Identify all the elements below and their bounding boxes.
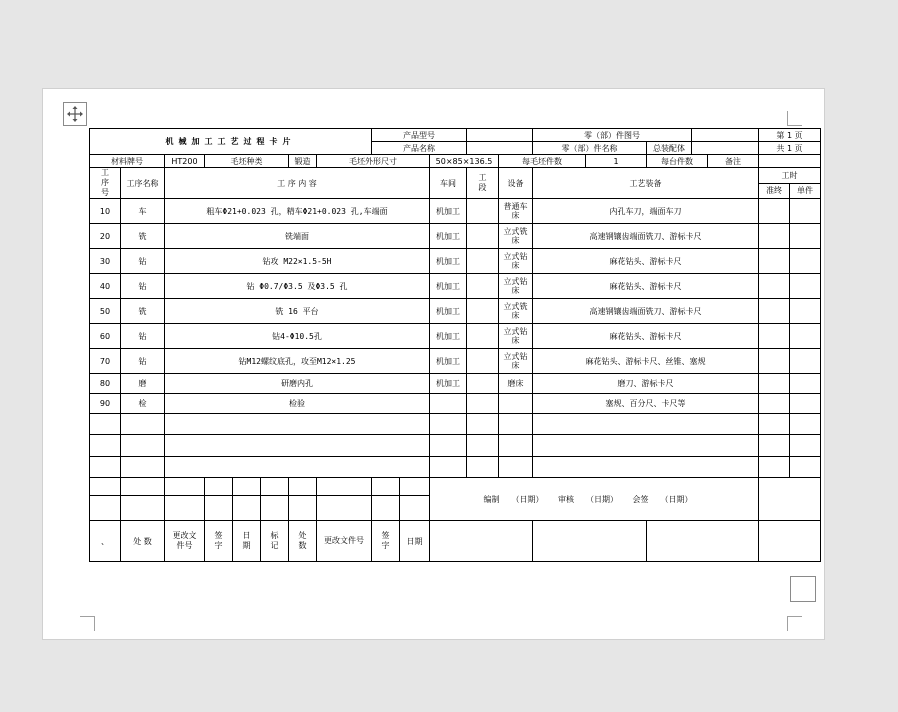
op-tooling[interactable]: 塞规、百分尺、卡尺等 (533, 394, 759, 414)
table-cell[interactable] (372, 496, 400, 521)
part-drawing-no-label: 零（部）件图号 (533, 129, 692, 142)
per-blank-label: 每毛坯件数 (499, 155, 586, 168)
op-workshop[interactable]: 机加工 (430, 299, 467, 324)
table-cell[interactable] (90, 478, 121, 496)
op-equipment[interactable] (499, 394, 533, 414)
op-name[interactable]: 钻 (121, 324, 165, 349)
op-section[interactable] (467, 274, 499, 299)
col-time-unit: 单件 (790, 183, 821, 199)
op-workshop[interactable]: 机加工 (430, 224, 467, 249)
col-tooling: 工艺装备 (533, 168, 759, 199)
blank-size-label: 毛坯外形尺寸 (317, 155, 430, 168)
page-label: 第 1 页 (759, 129, 821, 142)
operation-row (90, 349, 821, 374)
op-equipment[interactable]: 立式钻床 (499, 349, 533, 374)
op-workshop[interactable]: 机加工 (430, 199, 467, 224)
rev-doc-no-label: 更改文件号 (165, 521, 205, 562)
table-row (90, 414, 821, 435)
op-time-prep[interactable] (759, 274, 790, 299)
blank-type-value[interactable]: 锻造 (289, 155, 317, 168)
table-cell[interactable] (467, 435, 499, 457)
table-cell[interactable] (759, 521, 821, 562)
table-cell[interactable] (467, 457, 499, 478)
table-cell[interactable] (317, 478, 372, 496)
table-cell[interactable] (121, 478, 165, 496)
op-content[interactable]: 检验 (165, 394, 430, 414)
table-cell[interactable] (372, 478, 400, 496)
table-cell[interactable] (233, 496, 261, 521)
table-cell[interactable] (317, 496, 372, 521)
op-content[interactable]: 粗车Φ21+0.023 孔，精车Φ21+0.023 孔,车端面 (165, 199, 430, 224)
col-op-name: 工序名称 (121, 168, 165, 199)
op-equipment[interactable]: 立式铣床 (499, 224, 533, 249)
revision-row (90, 478, 821, 496)
operation-row (90, 394, 821, 414)
crop-mark-bottom-left (80, 616, 95, 631)
operation-row (90, 374, 821, 394)
op-time-unit[interactable] (790, 274, 821, 299)
op-content[interactable]: 铣端面 (165, 224, 430, 249)
op-time-prep[interactable] (759, 394, 790, 414)
col-time: 工时 (759, 168, 821, 184)
table-resize-handle[interactable] (790, 576, 816, 602)
rev-doc-no2-label: 更改文件号 (317, 521, 372, 562)
col-section: 工段 (467, 168, 499, 199)
op-time-unit[interactable] (790, 299, 821, 324)
op-section[interactable] (467, 349, 499, 374)
op-section[interactable] (467, 324, 499, 349)
op-time-prep[interactable] (759, 374, 790, 394)
op-time-prep[interactable] (759, 199, 790, 224)
table-cell[interactable] (205, 478, 233, 496)
table-cell[interactable] (165, 478, 205, 496)
per-blank-value[interactable]: 1 (586, 155, 647, 168)
per-unit-label: 每台件数 (647, 155, 708, 168)
table-cell[interactable] (499, 414, 533, 435)
op-tooling[interactable]: 麻花钻头、游标卡尺 (533, 324, 759, 349)
op-content[interactable]: 钻4-Φ10.5孔 (165, 324, 430, 349)
table-cell[interactable] (121, 435, 165, 457)
table-cell[interactable] (261, 496, 289, 521)
table-cell[interactable] (430, 435, 467, 457)
op-name[interactable]: 车 (121, 199, 165, 224)
op-workshop[interactable]: 机加工 (430, 249, 467, 274)
op-content[interactable]: 钻攻 M22×1.5-5H (165, 249, 430, 274)
op-section[interactable] (467, 249, 499, 274)
op-time-unit[interactable] (790, 394, 821, 414)
remarks-label: 备注 (708, 155, 759, 168)
op-section[interactable] (467, 299, 499, 324)
operations-body (90, 199, 821, 414)
table-cell[interactable] (430, 414, 467, 435)
crop-mark-top-right (787, 111, 802, 126)
revision-label-row (90, 521, 821, 562)
table-cell[interactable] (205, 496, 233, 521)
op-tooling[interactable]: 高速钢镶齿端面铣刀、游标卡尺 (533, 224, 759, 249)
op-time-prep[interactable] (759, 249, 790, 274)
op-content[interactable]: 研磨内孔 (165, 374, 430, 394)
compile-sign-cell[interactable] (430, 521, 533, 562)
review-sign-cell[interactable] (533, 521, 647, 562)
op-workshop[interactable] (430, 394, 467, 414)
op-content[interactable]: 铣 16 平台 (165, 299, 430, 324)
product-model-value[interactable] (467, 129, 533, 142)
product-model-label: 产品型号 (372, 129, 467, 142)
table-cell[interactable] (90, 414, 121, 435)
table-cell[interactable] (759, 435, 790, 457)
card-title: 机械加工工艺过程卡片 (90, 129, 372, 155)
product-name-label: 产品名称 (372, 142, 467, 155)
table-cell[interactable] (790, 414, 821, 435)
remarks-value[interactable] (759, 155, 821, 168)
table-cell[interactable] (121, 496, 165, 521)
table-cell[interactable] (790, 457, 821, 478)
col-op-content: 工 序 内 容 (165, 168, 430, 199)
op-equipment[interactable]: 立式钻床 (499, 249, 533, 274)
table-cell[interactable] (90, 457, 121, 478)
op-number[interactable]: 30 (90, 249, 121, 274)
table-cell[interactable] (467, 414, 499, 435)
col-op-no: 工序号 (90, 168, 121, 199)
table-cell[interactable] (790, 435, 821, 457)
blank-type-label: 毛坯种类 (205, 155, 289, 168)
table-cell[interactable] (90, 496, 121, 521)
op-number[interactable]: 20 (90, 224, 121, 249)
operation-row (90, 299, 821, 324)
op-time-unit[interactable] (790, 324, 821, 349)
rev-sign-label: 签字 (205, 521, 233, 562)
table-cell[interactable] (289, 478, 317, 496)
table-cell[interactable] (759, 478, 821, 521)
op-time-unit[interactable] (790, 349, 821, 374)
table-cell[interactable] (165, 457, 430, 478)
total-assembly-label: 总装配体 (647, 142, 692, 155)
move-arrows-icon (66, 105, 84, 123)
product-name-value[interactable] (467, 142, 533, 155)
operation-row (90, 324, 821, 349)
table-cell[interactable] (533, 435, 759, 457)
total-pages-label: 共 1 页 (759, 142, 821, 155)
rev-mark2-label: 标记 (261, 521, 289, 562)
op-time-prep[interactable] (759, 324, 790, 349)
table-cell[interactable] (499, 457, 533, 478)
material-label: 材料牌号 (90, 155, 165, 168)
table-cell[interactable] (499, 435, 533, 457)
op-time-prep[interactable] (759, 349, 790, 374)
col-equipment: 设备 (499, 168, 533, 199)
op-name[interactable]: 钻 (121, 349, 165, 374)
rev-date-label: 日期 (233, 521, 261, 562)
table-cell[interactable] (165, 435, 430, 457)
op-number[interactable]: 80 (90, 374, 121, 394)
op-name[interactable]: 铣 (121, 224, 165, 249)
table-cell[interactable] (289, 496, 317, 521)
table-cell[interactable] (233, 478, 261, 496)
crop-mark-bottom-right (787, 616, 802, 631)
col-time-prep: 准终 (759, 183, 790, 199)
op-workshop[interactable]: 机加工 (430, 374, 467, 394)
op-number[interactable]: 10 (90, 199, 121, 224)
table-cell[interactable] (430, 457, 467, 478)
op-workshop[interactable]: 机加工 (430, 274, 467, 299)
table-row (90, 435, 821, 457)
op-name[interactable]: 铣 (121, 299, 165, 324)
op-content[interactable]: 钻 Φ0.7/Φ3.5 及Φ3.5 孔 (165, 274, 430, 299)
rev-date2-label: 日期 (400, 521, 430, 562)
op-number[interactable]: 40 (90, 274, 121, 299)
part-drawing-no-value[interactable] (692, 129, 759, 142)
op-tooling[interactable]: 高速钢镶齿端面铣刀、游标卡尺 (533, 299, 759, 324)
operation-row (90, 249, 821, 274)
op-time-prep[interactable] (759, 299, 790, 324)
op-workshop[interactable]: 机加工 (430, 324, 467, 349)
op-number[interactable]: 50 (90, 299, 121, 324)
table-cell[interactable] (165, 414, 430, 435)
op-time-unit[interactable] (790, 199, 821, 224)
op-name[interactable]: 检 (121, 394, 165, 414)
op-equipment[interactable]: 磨床 (499, 374, 533, 394)
op-workshop[interactable]: 机加工 (430, 349, 467, 374)
table-move-handle[interactable] (63, 102, 87, 126)
rev-count-label: 处 数 (121, 521, 165, 562)
rev-sign2-label: 签字 (372, 521, 400, 562)
op-equipment[interactable]: 普通车床 (499, 199, 533, 224)
op-number[interactable]: 90 (90, 394, 121, 414)
blank-size-value[interactable]: 50×85×136.5 (430, 155, 499, 168)
operation-row (90, 224, 821, 249)
table-cell[interactable] (261, 478, 289, 496)
op-content[interactable]: 钻M12螺纹底孔，攻至M12×1.25 (165, 349, 430, 374)
material-value[interactable]: HT200 (165, 155, 205, 168)
op-section[interactable] (467, 224, 499, 249)
op-section[interactable] (467, 374, 499, 394)
table-row (90, 457, 821, 478)
operation-row (90, 199, 821, 224)
op-equipment[interactable]: 立式铣床 (499, 299, 533, 324)
col-workshop: 车间 (430, 168, 467, 199)
rev-mark-label: 、 (90, 521, 121, 562)
table-cell[interactable] (121, 457, 165, 478)
signature-area: 编制 （日期） 审核 （日期） 会签 （日期） (430, 478, 759, 521)
table-cell[interactable] (400, 496, 430, 521)
op-tooling[interactable]: 麻花钻头、游标卡尺 (533, 274, 759, 299)
op-tooling[interactable]: 麻花钻头、游标卡尺 (533, 249, 759, 274)
operation-row (90, 274, 821, 299)
table-cell[interactable] (533, 414, 759, 435)
table-cell[interactable] (533, 457, 759, 478)
op-equipment[interactable]: 立式钻床 (499, 274, 533, 299)
op-number[interactable]: 70 (90, 349, 121, 374)
op-time-unit[interactable] (790, 224, 821, 249)
op-time-unit[interactable] (790, 249, 821, 274)
op-number[interactable]: 60 (90, 324, 121, 349)
op-name[interactable]: 磨 (121, 374, 165, 394)
part-name-value[interactable] (692, 142, 759, 155)
op-time-unit[interactable] (790, 374, 821, 394)
table-cell[interactable] (90, 435, 121, 457)
process-card-table[interactable] (89, 128, 821, 562)
part-name-label: 零（部）件名称 (533, 142, 647, 155)
op-name[interactable]: 钻 (121, 274, 165, 299)
op-tooling[interactable]: 麻花钻头、游标卡尺、丝锥、塞规 (533, 349, 759, 374)
op-name[interactable]: 钻 (121, 249, 165, 274)
op-time-prep[interactable] (759, 224, 790, 249)
table-cell[interactable] (165, 496, 205, 521)
op-tooling[interactable]: 磨刀、游标卡尺 (533, 374, 759, 394)
table-cell[interactable] (400, 478, 430, 496)
rev-count2-label: 处数 (289, 521, 317, 562)
table-cell[interactable] (759, 457, 790, 478)
countersign-cell[interactable] (647, 521, 759, 562)
op-tooling[interactable]: 内孔车刀，端面车刀 (533, 199, 759, 224)
op-equipment[interactable]: 立式钻床 (499, 324, 533, 349)
table-cell[interactable] (759, 414, 790, 435)
table-cell[interactable] (121, 414, 165, 435)
op-section[interactable] (467, 199, 499, 224)
op-section[interactable] (467, 394, 499, 414)
